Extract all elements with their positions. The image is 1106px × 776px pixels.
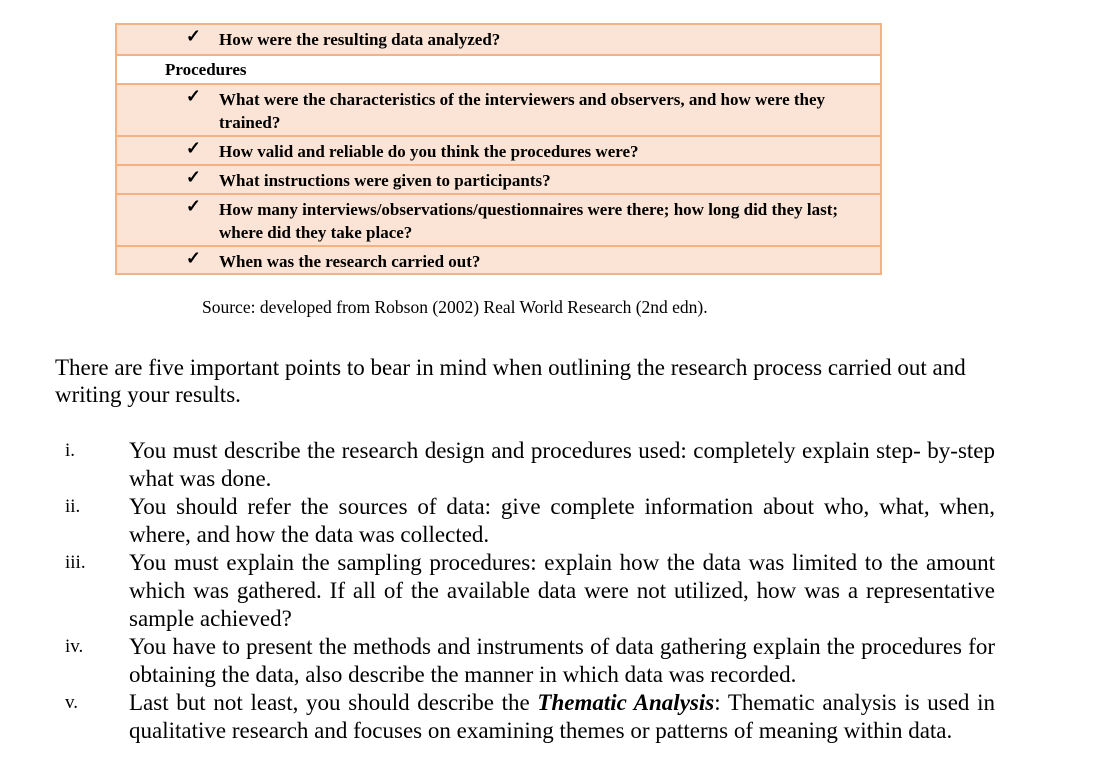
list-item (55, 689, 995, 745)
table-row (117, 83, 880, 135)
thematic-analysis-term: Thematic Analysis (537, 690, 715, 715)
row-text: What instructions were given to participants? (219, 171, 551, 190)
list-item (55, 493, 995, 549)
numbered-list (55, 437, 995, 745)
list-number: ii. (65, 496, 81, 517)
checkmark-icon: ✓ (185, 167, 201, 187)
checkmark-icon: ✓ (185, 196, 201, 216)
list-text: You should refer the sources of data: give complete information about who, what, when, where, and how the data was collected. (129, 494, 995, 547)
row-text: How many interviews/observations/questionnaires were there; how long did they last; where did they take place? (219, 200, 839, 242)
list-text-pre: Last but not least, you should describe the (129, 690, 538, 715)
checkmark-icon: ✓ (185, 86, 201, 106)
list-number: iii. (65, 552, 86, 573)
row-text: When was the research carried out? (219, 252, 481, 271)
row-text: What were the characteristics of the interviewers and observers, and how were they trained? (219, 90, 826, 132)
list-text (129, 689, 995, 745)
list-number: i. (65, 440, 76, 461)
row-text: How were the resulting data analyzed? (219, 30, 501, 49)
list-text: You must describe the research design and procedures used: completely explain step- by-step what was done. (129, 438, 995, 491)
list-item (55, 437, 995, 493)
table-row (117, 193, 880, 245)
table-section-header (117, 54, 880, 83)
section-header-text: Procedures (165, 60, 247, 79)
list-number: iv. (65, 636, 84, 657)
list-text: You have to present the methods and instruments of data gathering explain the procedures for obtaining the data, also describe the manner in which data was recorded. (129, 634, 995, 687)
table-row (117, 135, 880, 164)
row-text: How valid and reliable do you think the procedures were? (219, 142, 639, 161)
table-row (117, 245, 880, 273)
list-item (55, 633, 995, 689)
list-text: You must explain the sampling procedures: explain how the data was limited to the amount which was gathered. If all of the available data were not utilized, how was a representative sample achieved? (129, 550, 995, 631)
source-caption: Source: developed from Robson (2002) Real World Research (2nd edn). (202, 297, 708, 317)
checkmark-icon: ✓ (185, 26, 201, 46)
list-item (55, 549, 995, 633)
table-row (117, 164, 880, 193)
research-checklist-table (115, 23, 882, 275)
checkmark-icon: ✓ (185, 248, 201, 268)
intro-paragraph: There are five important points to bear in mind when outlining the research process carried out and writing your results. (55, 355, 966, 407)
table-row (117, 25, 880, 54)
list-text-post: : Thematic analysis is used in qualitative research and focuses on examining themes or patterns of meaning within data. (129, 690, 995, 743)
list-number: v. (65, 692, 79, 713)
checkmark-icon: ✓ (185, 138, 201, 158)
